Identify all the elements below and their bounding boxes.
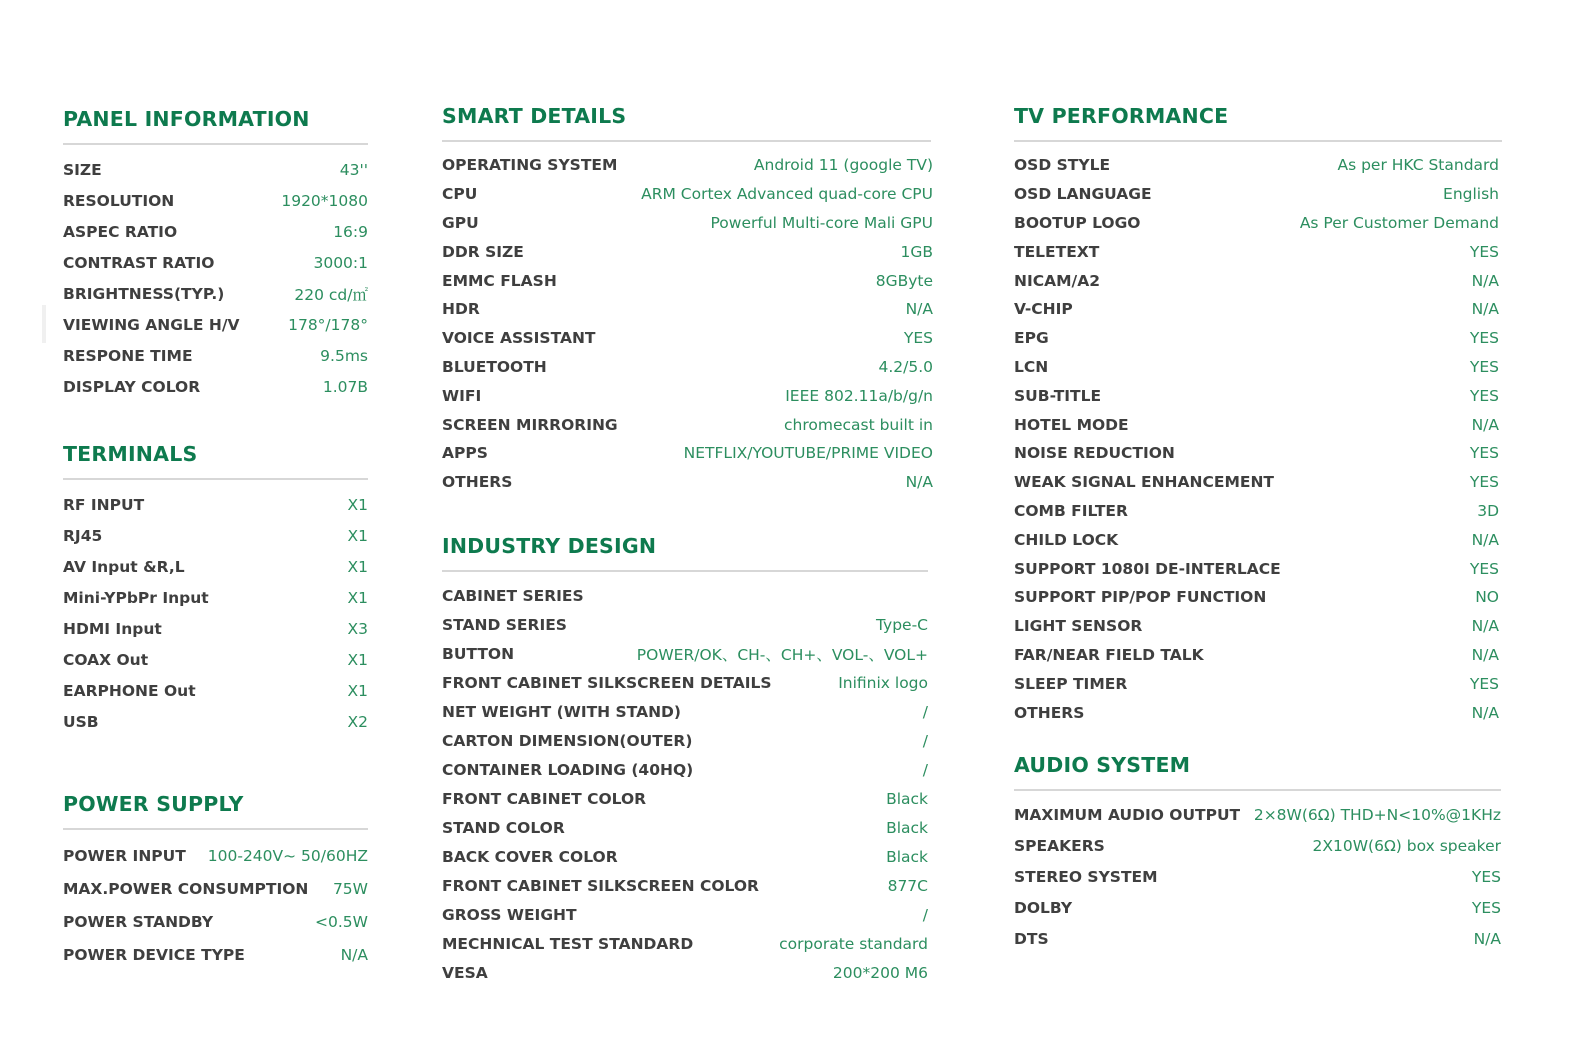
- spec-value: 8GByte: [875, 271, 933, 290]
- spec-value: Black: [886, 818, 928, 837]
- spec-label: POWER INPUT: [63, 846, 186, 865]
- tv-performance-title: TV PERFORMANCE: [1014, 104, 1229, 128]
- spec-label: OTHERS: [1014, 703, 1085, 722]
- industry-row: [442, 639, 928, 668]
- performance-row: [1014, 381, 1499, 410]
- spec-value: X1: [347, 526, 368, 545]
- spec-label: POWER DEVICE TYPE: [63, 945, 245, 964]
- spec-label: CPU: [442, 185, 478, 204]
- terminals-row: [63, 582, 368, 613]
- audio-system-divider: [1014, 789, 1501, 791]
- industry-row: [442, 581, 928, 610]
- spec-value: 43'': [339, 160, 368, 179]
- spec-label: SLEEP TIMER: [1014, 674, 1128, 693]
- spec-label: COAX Out: [63, 650, 149, 669]
- industry-row: [442, 697, 928, 726]
- spec-value: X1: [347, 557, 368, 576]
- smart-row: [442, 237, 933, 266]
- smart-row: [442, 151, 933, 180]
- power-row: [63, 872, 368, 905]
- industry-row: [442, 871, 928, 900]
- performance-row: [1014, 583, 1499, 612]
- spec-value: corporate standard: [779, 934, 928, 953]
- terminals-row: [63, 520, 368, 551]
- spec-label: MAXIMUM AUDIO OUTPUT: [1014, 806, 1241, 825]
- performance-row: [1014, 554, 1499, 583]
- panel-information-rows: [63, 154, 368, 402]
- industry-row: [442, 929, 928, 958]
- audio-row: [1014, 831, 1501, 862]
- spec-value: X1: [347, 588, 368, 607]
- spec-value: X1: [347, 681, 368, 700]
- spec-value: Inifinix logo: [838, 673, 928, 692]
- smart-details-rows: [442, 151, 933, 497]
- spec-value: YES: [1469, 329, 1499, 348]
- audio-system-rows: [1014, 800, 1501, 954]
- spec-label: WIFI: [442, 386, 482, 405]
- terminals-rows: [63, 489, 368, 737]
- terminals-title: TERMINALS: [63, 442, 198, 466]
- spec-label: VIEWING ANGLE H/V: [63, 315, 240, 334]
- terminals-divider: [63, 478, 368, 480]
- spec-label: SUPPORT 1080I DE-INTERLACE: [1014, 559, 1281, 578]
- spec-value: 1GB: [900, 242, 933, 261]
- spec-value: YES: [903, 329, 933, 348]
- spec-label: FRONT CABINET SILKSCREEN DETAILS: [442, 673, 772, 692]
- power-supply-divider: [63, 828, 368, 830]
- power-supply-section: [63, 789, 368, 971]
- power-row: [63, 938, 368, 971]
- spec-label: VOICE ASSISTANT: [442, 329, 596, 348]
- spec-label: SUB-TITLE: [1014, 386, 1102, 405]
- industry-design-section: [442, 531, 928, 987]
- spec-value: ARM Cortex Advanced quad-core CPU: [641, 185, 933, 204]
- power-supply-rows: [63, 839, 368, 971]
- spec-label: BRIGHTNESS(TYP.): [63, 284, 225, 303]
- spec-label: HDMI Input: [63, 619, 162, 638]
- industry-design-title: INDUSTRY DESIGN: [442, 534, 657, 558]
- performance-row: [1014, 669, 1499, 698]
- industry-row: [442, 755, 928, 784]
- spec-label: DDR SIZE: [442, 242, 524, 261]
- performance-row: [1014, 237, 1499, 266]
- spec-value: /: [922, 760, 928, 779]
- spec-label: RJ45: [63, 526, 103, 545]
- performance-row: [1014, 612, 1499, 641]
- audio-row: [1014, 892, 1501, 923]
- smart-details-section: [442, 101, 933, 497]
- spec-value: YES: [1471, 898, 1501, 917]
- terminals-row: [63, 489, 368, 520]
- spec-label: HDR: [442, 300, 480, 319]
- spec-value: 2×8W(6Ω) THD+N<10%@1KHz: [1253, 806, 1501, 825]
- spec-value: Powerful Multi-core Mali GPU: [710, 213, 933, 232]
- smart-row: [442, 439, 933, 468]
- panel-information-title: PANEL INFORMATION: [63, 107, 310, 131]
- spec-value: N/A: [905, 300, 933, 319]
- terminals-row: [63, 551, 368, 582]
- smart-row: [442, 209, 933, 238]
- panel-row: [63, 185, 368, 216]
- performance-row: [1014, 353, 1499, 382]
- spec-value: 100-240V~ 50/60HZ: [207, 846, 368, 865]
- spec-value: NETFLIX/YOUTUBE/PRIME VIDEO: [683, 444, 933, 463]
- spec-value: 16:9: [333, 222, 368, 241]
- spec-label: NICAM/A2: [1014, 271, 1100, 290]
- spec-value: X1: [347, 495, 368, 514]
- spec-label: HOTEL MODE: [1014, 415, 1129, 434]
- smart-row: [442, 295, 933, 324]
- spec-label: LIGHT SENSOR: [1014, 617, 1143, 636]
- smart-details-divider: [442, 140, 931, 142]
- spec-value: Android 11 (google TV): [753, 156, 933, 175]
- tv-performance-section: [1014, 101, 1499, 727]
- edge-mark: [42, 305, 46, 343]
- spec-value: 75W: [332, 879, 368, 898]
- industry-row: [442, 900, 928, 929]
- terminals-row: [63, 675, 368, 706]
- spec-label: OSD LANGUAGE: [1014, 185, 1152, 204]
- spec-label: ASPEC RATIO: [63, 222, 178, 241]
- spec-value: IEEE 802.11a/b/g/n: [785, 386, 933, 405]
- smart-details-title: SMART DETAILS: [442, 104, 627, 128]
- spec-value: 1920*1080: [281, 191, 368, 210]
- spec-value: N/A: [340, 945, 368, 964]
- audio-row: [1014, 800, 1501, 831]
- performance-row: [1014, 266, 1499, 295]
- terminals-row: [63, 613, 368, 644]
- spec-label: CONTAINER LOADING (40HQ): [442, 760, 694, 779]
- panel-row: [63, 309, 368, 340]
- spec-label: DOLBY: [1014, 898, 1073, 917]
- spec-label: Mini-YPbPr Input: [63, 588, 209, 607]
- spec-value: NO: [1475, 588, 1499, 607]
- smart-row: [442, 381, 933, 410]
- spec-label: BACK COVER COLOR: [442, 847, 618, 866]
- spec-label: EMMC FLASH: [442, 271, 557, 290]
- tv-performance-divider: [1014, 140, 1502, 142]
- performance-row: [1014, 468, 1499, 497]
- spec-label: CABINET SERIES: [442, 586, 584, 605]
- spec-value: X1: [347, 650, 368, 669]
- spec-label: SCREEN MIRRORING: [442, 415, 618, 434]
- spec-label: USB: [63, 712, 99, 731]
- spec-value: chromecast built in: [783, 415, 933, 434]
- spec-label: SPEAKERS: [1014, 837, 1105, 856]
- spec-label: V-CHIP: [1014, 300, 1073, 319]
- spec-value: N/A: [1471, 645, 1499, 664]
- spec-value: As Per Customer Demand: [1299, 213, 1499, 232]
- spec-value: /: [922, 702, 928, 721]
- audio-system-title: AUDIO SYSTEM: [1014, 753, 1191, 777]
- spec-value: 877C: [887, 876, 928, 895]
- spec-value: 200*200 M6: [832, 963, 928, 982]
- audio-system-section: [1014, 750, 1501, 954]
- spec-label: CARTON DIMENSION(OUTER): [442, 731, 693, 750]
- terminals-row: [63, 644, 368, 675]
- panel-row: [63, 340, 368, 371]
- spec-label: AV Input &R,L: [63, 557, 185, 576]
- spec-value: YES: [1469, 386, 1499, 405]
- industry-row: [442, 958, 928, 987]
- power-supply-title: POWER SUPPLY: [63, 792, 244, 816]
- spec-value: Black: [886, 789, 928, 808]
- spec-label: FAR/NEAR FIELD TALK: [1014, 645, 1204, 664]
- spec-label: STAND SERIES: [442, 615, 567, 634]
- spec-value: 1.07B: [322, 377, 368, 396]
- spec-label: EPG: [1014, 329, 1049, 348]
- performance-row: [1014, 497, 1499, 526]
- spec-label: SIZE: [63, 160, 102, 179]
- spec-value: Black: [886, 847, 928, 866]
- spec-value: /: [922, 731, 928, 750]
- performance-row: [1014, 180, 1499, 209]
- spec-value: YES: [1471, 867, 1501, 886]
- spec-value: 178°/178°: [288, 315, 368, 334]
- spec-label: RESOLUTION: [63, 191, 175, 210]
- spec-label: CHILD LOCK: [1014, 530, 1119, 549]
- tv-performance-rows: [1014, 151, 1499, 727]
- spec-label: CONTRAST RATIO: [63, 253, 215, 272]
- spec-value: YES: [1469, 444, 1499, 463]
- spec-value: N/A: [1471, 703, 1499, 722]
- spec-value: 2X10W(6Ω) box speaker: [1312, 837, 1501, 856]
- spec-value: YES: [1469, 242, 1499, 261]
- spec-value: N/A: [1471, 617, 1499, 636]
- spec-label: DISPLAY COLOR: [63, 377, 201, 396]
- spec-value: <0.5W: [315, 912, 368, 931]
- performance-row: [1014, 641, 1499, 670]
- spec-value: N/A: [1471, 415, 1499, 434]
- spec-label: MECHNICAL TEST STANDARD: [442, 934, 694, 953]
- spec-label: APPS: [442, 444, 488, 463]
- spec-value: YES: [1469, 674, 1499, 693]
- spec-value: POWER/OK、CH-、CH+、VOL-、VOL+: [636, 645, 928, 664]
- performance-row: [1014, 151, 1499, 180]
- panel-row: [63, 278, 368, 309]
- spec-value: 3000:1: [313, 253, 368, 272]
- spec-value: X3: [347, 619, 368, 638]
- spec-label: SUPPORT PIP/POP FUNCTION: [1014, 588, 1267, 607]
- spec-label: GROSS WEIGHT: [442, 905, 577, 924]
- spec-label: OSD STYLE: [1014, 156, 1111, 175]
- spec-value: 220 cd/㎡: [294, 285, 368, 304]
- terminals-row: [63, 706, 368, 737]
- spec-label: BOOTUP LOGO: [1014, 213, 1141, 232]
- spec-label: NOISE REDUCTION: [1014, 444, 1175, 463]
- performance-row: [1014, 324, 1499, 353]
- spec-value: YES: [1469, 559, 1499, 578]
- spec-label: DTS: [1014, 929, 1049, 948]
- performance-row: [1014, 410, 1499, 439]
- industry-row: [442, 726, 928, 755]
- spec-label: VESA: [442, 963, 488, 982]
- smart-row: [442, 468, 933, 497]
- spec-label: WEAK SIGNAL ENHANCEMENT: [1014, 473, 1275, 492]
- spec-value: As per HKC Standard: [1337, 156, 1499, 175]
- spec-value: N/A: [1471, 530, 1499, 549]
- spec-label: FRONT CABINET COLOR: [442, 789, 647, 808]
- spec-label: STAND COLOR: [442, 818, 565, 837]
- spec-label: GPU: [442, 213, 479, 232]
- spec-value: English: [1443, 185, 1499, 204]
- industry-design-divider: [442, 570, 928, 572]
- performance-row: [1014, 295, 1499, 324]
- spec-value: N/A: [905, 473, 933, 492]
- power-row: [63, 839, 368, 872]
- spec-label: TELETEXT: [1014, 242, 1100, 261]
- spec-value: N/A: [1473, 929, 1501, 948]
- spec-value: 4.2/5.0: [878, 357, 933, 376]
- smart-row: [442, 324, 933, 353]
- panel-row: [63, 154, 368, 185]
- industry-row: [442, 842, 928, 871]
- audio-row: [1014, 862, 1501, 893]
- industry-row: [442, 668, 928, 697]
- performance-row: [1014, 209, 1499, 238]
- spec-value: 9.5ms: [320, 346, 368, 365]
- industry-design-rows: [442, 581, 928, 987]
- spec-label: BLUETOOTH: [442, 357, 547, 376]
- performance-row: [1014, 525, 1499, 554]
- panel-information-divider: [63, 143, 368, 145]
- spec-value: N/A: [1471, 271, 1499, 290]
- industry-row: [442, 784, 928, 813]
- smart-row: [442, 353, 933, 382]
- audio-row: [1014, 923, 1501, 954]
- spec-value: N/A: [1471, 300, 1499, 319]
- spec-label: FRONT CABINET SILKSCREEN COLOR: [442, 876, 759, 895]
- spec-label: LCN: [1014, 357, 1049, 376]
- spec-label: OTHERS: [442, 473, 513, 492]
- panel-row: [63, 216, 368, 247]
- panel-row: [63, 371, 368, 402]
- spec-label: COMB FILTER: [1014, 501, 1128, 520]
- smart-row: [442, 266, 933, 295]
- spec-value: 3D: [1477, 501, 1499, 520]
- spec-value: YES: [1469, 473, 1499, 492]
- panel-information-section: [63, 104, 368, 402]
- spec-value: /: [922, 905, 928, 924]
- spec-label: NET WEIGHT (WITH STAND): [442, 702, 681, 721]
- spec-label: EARPHONE Out: [63, 681, 196, 700]
- spec-label: BUTTON: [442, 644, 515, 663]
- performance-row: [1014, 439, 1499, 468]
- smart-row: [442, 410, 933, 439]
- industry-row: [442, 610, 928, 639]
- spec-label: RF INPUT: [63, 495, 145, 514]
- spec-label: RESPONE TIME: [63, 346, 193, 365]
- power-row: [63, 905, 368, 938]
- terminals-section: [63, 439, 368, 737]
- performance-row: [1014, 698, 1499, 727]
- spec-value: Type-C: [875, 615, 928, 634]
- spec-label: STEREO SYSTEM: [1014, 867, 1158, 886]
- spec-value: YES: [1469, 357, 1499, 376]
- industry-row: [442, 813, 928, 842]
- spec-value: X2: [347, 712, 368, 731]
- panel-row: [63, 247, 368, 278]
- spec-label: POWER STANDBY: [63, 912, 214, 931]
- spec-label: OPERATING SYSTEM: [442, 156, 618, 175]
- spec-label: MAX.POWER CONSUMPTION: [63, 879, 309, 898]
- smart-row: [442, 180, 933, 209]
